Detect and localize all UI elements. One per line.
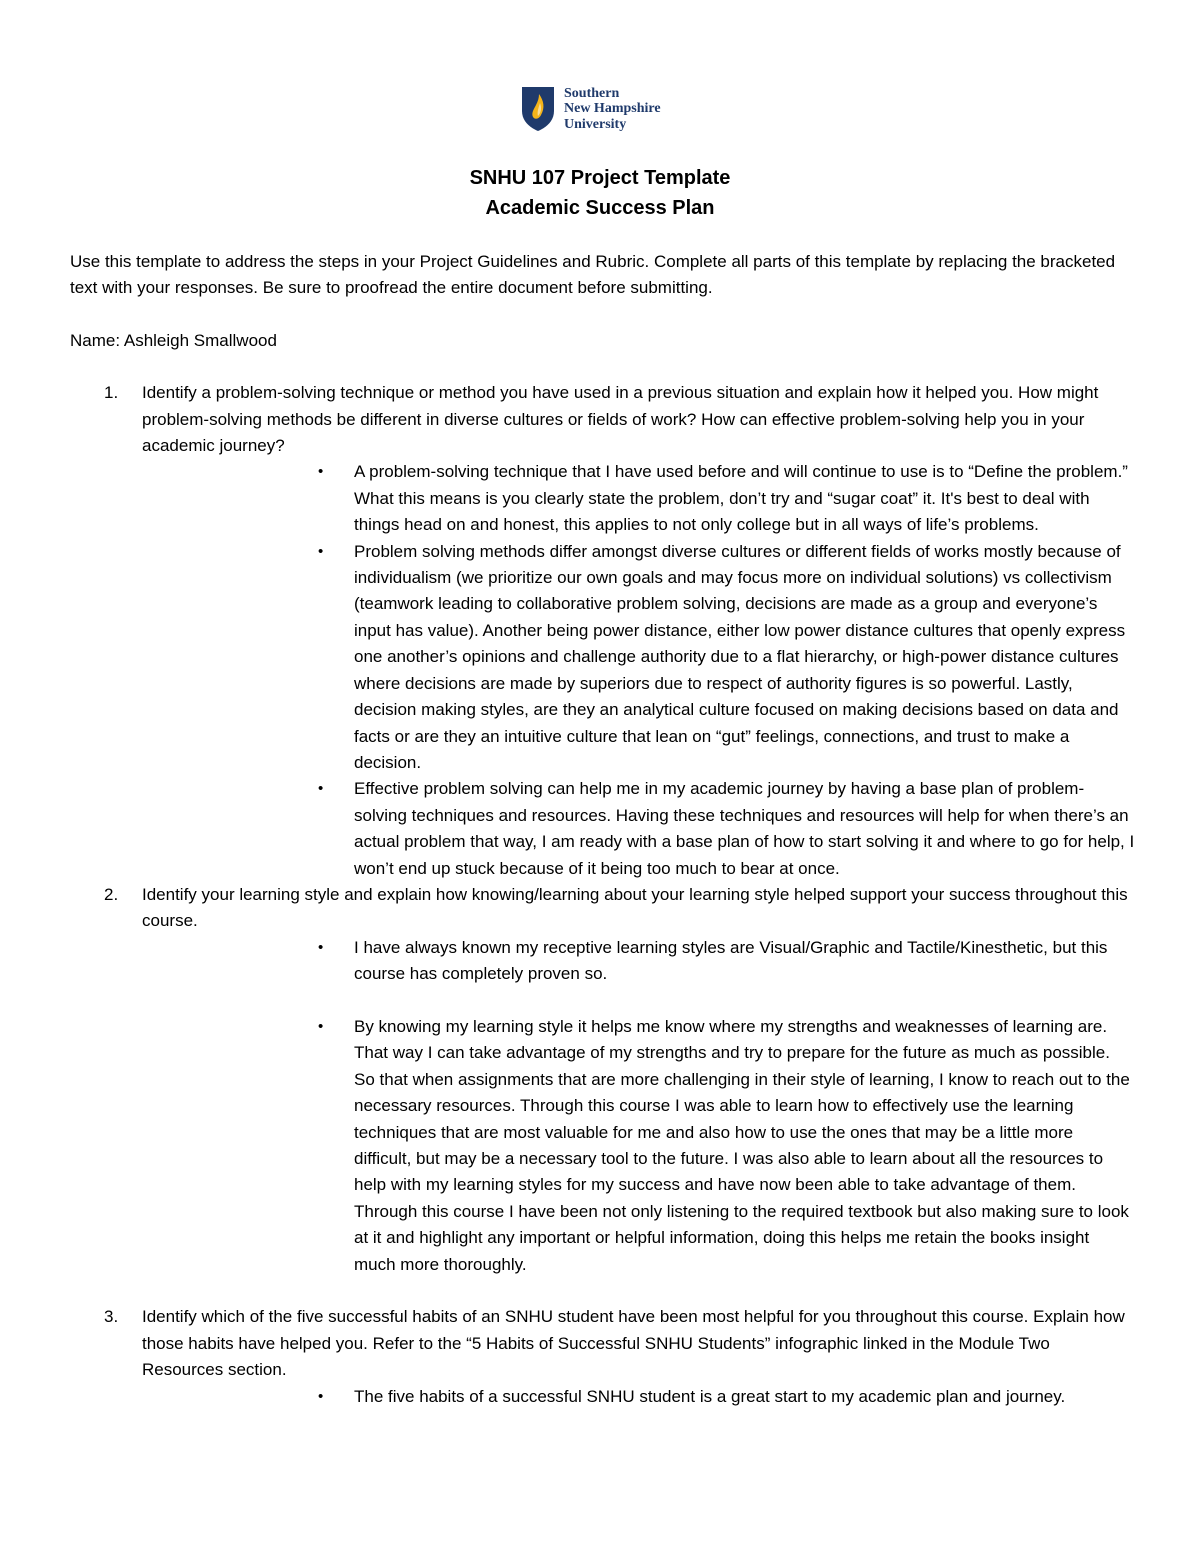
title-line-1: SNHU 107 Project Template <box>469 167 731 189</box>
document-body <box>70 249 1135 1410</box>
bullet-icon: • <box>318 1017 324 1035</box>
answer-item <box>142 539 1135 777</box>
answer-item <box>142 1014 1135 1278</box>
answer-item <box>142 459 1135 538</box>
question-number: 2. <box>104 884 119 904</box>
question-list <box>70 380 1135 1410</box>
student-name: Name: Ashleigh Smallwood <box>70 330 277 350</box>
answer-item <box>142 935 1135 988</box>
bullet-icon: • <box>318 1387 324 1405</box>
bullet-icon: • <box>318 780 324 798</box>
answer-list <box>142 1384 1135 1410</box>
title-line-2: Academic Success Plan <box>485 197 715 219</box>
logo-wordmark <box>564 86 661 133</box>
question-prompt: Identify your learning style and explain how knowing/learning about your learning style helped support your success throughout this course. <box>142 884 1128 931</box>
answer-item <box>142 776 1135 882</box>
answer-list <box>142 459 1135 882</box>
answer-text: Effective problem solving can help me in my academic journey by having a base plan of problem-solving techniques and resources. Having these techniques and resources will help for when there’s an actual problem that way, I am ready with a base plan of how to start solving it and where to go for help, I won’t end up stuck because of it being too much to bear at once. <box>354 779 1135 878</box>
bullet-icon: • <box>318 463 324 481</box>
answer-text: A problem-solving technique that I have used before and will continue to use is to “Define the problem.” What this means is you clearly state the problem, don’t try and “sugar coat” it. It's best to deal with things head on and honest, this applies to not only college but in all ways of life’s problems. <box>354 462 1128 535</box>
bullet-icon: • <box>318 938 324 956</box>
logo-line-3: University <box>564 116 627 132</box>
question-number: 1. <box>104 383 119 403</box>
document-title <box>0 163 1200 223</box>
answer-text: By knowing my learning style it helps me know where my strengths and weaknesses of learning are. That way I can take advantage of my strengths and try to prepare for the future as much as possible. So that when assignments that are more challenging in their style of learning, I know to reach out to the necessary resources. Through this course I was able to learn how to effectively use the learning techniques that are most valuable for me and also how to use the ones that may be a little more difficult, but may be a necessary tool to the future. I was also able to learn about all the resources to help with my learning styles for my success and have now been able to take advantage of them. Through this course I have been not only listening to the required textbook but also making sure to look at it and highlight any important or helpful information, doing this helps me retain the books insight much more thoroughly. <box>354 1016 1130 1274</box>
logo-line-1: Southern <box>564 85 620 101</box>
shield-flame-icon <box>521 86 555 132</box>
answer-text: Problem solving methods differ amongst diverse cultures or different fields of works mostly because of individualism (we prioritize our own goals and may focus more on individual solutions) vs collectivism (teamwork leading to collaborative problem solving, decisions are made as a group and everyone’s input has value). Another being power distance, either low power distance cultures that openly express one another’s opinions and challenge authority due to a flat hierarchy, or high-power distance cultures where decisions are made by superiors due to respect of authority figures is so powerful. Lastly, decision making styles, are they an analytical culture focused on making decisions based on data and facts or are they an intuitive culture that lean on “gut” feelings, connections, and trust to make a decision. <box>354 541 1126 772</box>
answer-text: I have always known my receptive learning styles are Visual/Graphic and Tactile/Kinesthetic, but this course has completely proven so. <box>354 937 1108 984</box>
question-item <box>70 1304 1135 1410</box>
answer-item <box>142 1384 1135 1410</box>
question-prompt: Identify a problem-solving technique or method you have used in a previous situation and explain how it helped you. How might problem-solving methods be different in diverse cultures or fields of work? How can effective problem-solving help you in your academic journey? <box>142 383 1099 456</box>
logo-line-2: New Hampshire <box>564 101 661 117</box>
snhu-logo <box>521 84 661 134</box>
question-prompt: Identify which of the five successful habits of an SNHU student have been most helpful for you throughout this course. Explain how those habits have helped you. Refer to the “5 Habits of Successful SNHU Students” infographic linked in the Module Two Resources section. <box>142 1307 1125 1380</box>
question-number: 3. <box>104 1307 119 1327</box>
question-item <box>70 882 1135 1278</box>
answer-text: The five habits of a successful SNHU student is a great start to my academic plan and journey. <box>354 1386 1066 1406</box>
question-item <box>70 380 1135 882</box>
intro-paragraph: Use this template to address the steps in your Project Guidelines and Rubric. Complete all parts of this template by replacing the bracketed text with your responses. Be sure to proofread the entire document before submitting. <box>70 252 1116 298</box>
answer-list <box>142 935 1135 1278</box>
bullet-icon: • <box>318 542 324 560</box>
